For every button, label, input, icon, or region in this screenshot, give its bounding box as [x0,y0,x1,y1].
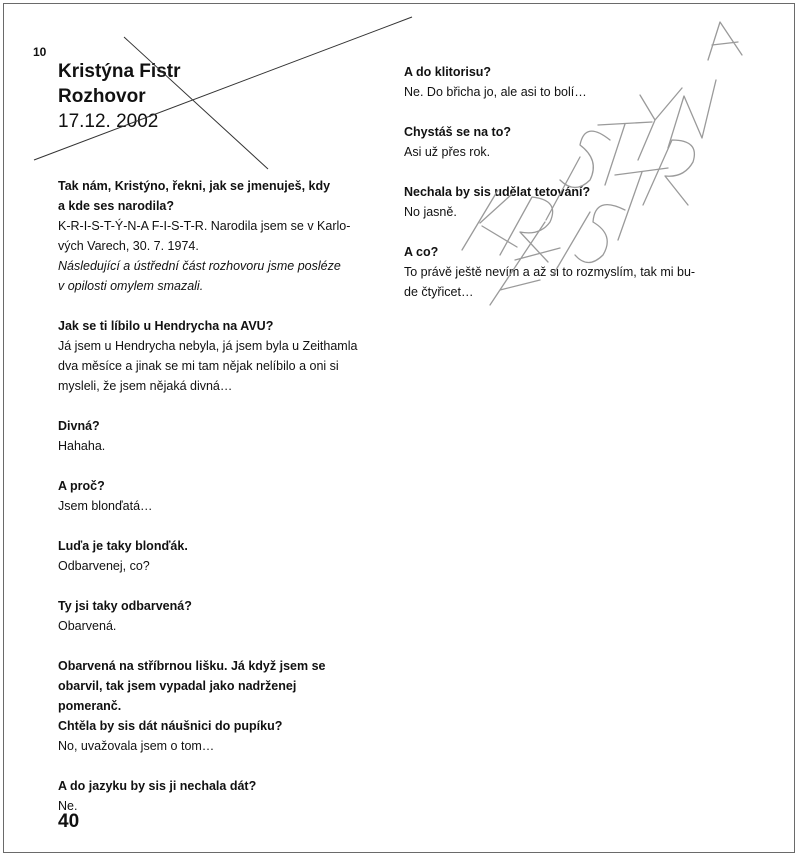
question: A co? [404,245,439,259]
qa-item [58,776,398,816]
interview-date: 17.12. 2002 [58,111,159,132]
qa-item [404,242,734,302]
answer: Asi už přes rok. [404,145,491,159]
answer: Odbarvenej, co? [58,559,150,573]
qa-item [58,476,398,516]
answer: Hahaha. [58,439,106,453]
qa-item [58,596,398,636]
answer: To právě ještě nevím a až si to rozmyslím, tak mi bu- de čtyřicet… [404,265,696,299]
left-column [58,176,398,836]
question: Obarvená na stříbrnou lišku. Já když jsem se obarvil, tak jsem vypadal jako nadrženej pomeranč. Chtěla by sis dát náušnici do pupíku? [58,659,326,733]
qa-item [58,176,398,296]
page-number: 40 [58,811,80,832]
answer: Ne. [58,799,78,813]
question: A proč? [58,479,105,493]
answer: No jasně. [404,205,457,219]
qa-item [58,536,398,576]
title-block [58,59,180,134]
qa-item [58,416,398,456]
qa-item [58,316,398,396]
qa-item [58,656,398,756]
question: Nechala by sis udělat tetování? [404,185,591,199]
question: Divná? [58,419,100,433]
question: Luďa je taky blonďák. [58,539,188,553]
qa-item [404,122,734,162]
answer: Já jsem u Hendrycha nebyla, já jsem byla u Zeithamla dva měsíce a jinak se mi tam nějak nelíbilo a oni si mysleli, že jsem nějaká divná… [58,339,358,393]
interviewee-name: Kristýna Fistr [58,61,181,82]
question: Jak se ti líbilo u Hendrycha na AVU? [58,319,274,333]
editor-note: Následující a ústřední část rozhovoru jsme posléze v opilosti omylem smazali. [58,259,341,293]
question: Chystáš se na to? [404,125,511,139]
question: Ty jsi taky odbarvená? [58,599,192,613]
question: A do klitorisu? [404,65,492,79]
qa-item [404,182,734,222]
answer: No, uvažovala jsem o tom… [58,739,215,753]
answer: Jsem blonďatá… [58,499,153,513]
question: Tak nám, Kristýno, řekni, jak se jmenuješ, kdy a kde ses narodila? [58,179,331,213]
corner-number: 10 [33,45,47,59]
answer: Obarvená. [58,619,117,633]
answer: Ne. Do břicha jo, ale asi to bolí… [404,85,587,99]
answer: K-R-I-S-T-Ý-N-A F-I-S-T-R. Narodila jsem se v Karlo- vých Varech, 30. 7. 1974. [58,219,351,253]
question: A do jazyku by sis ji nechala dát? [58,779,257,793]
interview-label: Rozhovor [58,86,146,107]
right-column [404,62,734,322]
qa-item [404,62,734,102]
